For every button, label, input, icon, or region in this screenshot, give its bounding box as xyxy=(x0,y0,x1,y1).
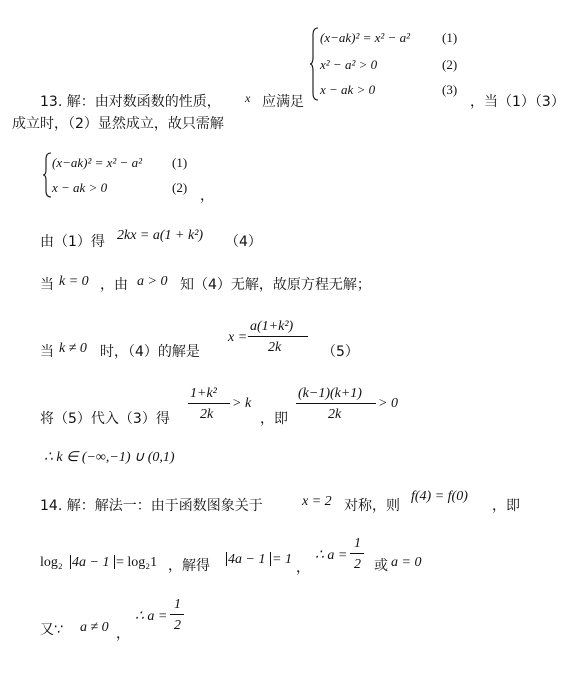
step2-when: 当 xyxy=(40,277,54,293)
p13-intro-when: ，当（1）（3） xyxy=(470,94,565,110)
p14-line2-comma: ， xyxy=(296,560,310,576)
system1-eq3: x − ak > 0 xyxy=(320,82,376,97)
p14-line2-eq-log: = log₂1 xyxy=(116,555,158,570)
system2-eq1: (x−ak)² = x² − a² xyxy=(52,155,142,170)
p14-line2-abs2: 4a − 1 xyxy=(228,552,266,567)
step4-fraction2-numerator: (k−1)(k+1) xyxy=(298,386,362,401)
p14-line1-symmetry-axis: x = 2 xyxy=(302,494,332,509)
p14-line2-fraction-bar xyxy=(350,553,364,554)
p14-line2-therefore: ∴ a = xyxy=(315,548,348,563)
step3-fraction-numerator: a(1+k²) xyxy=(250,319,294,334)
system1-eq3-number: (3) xyxy=(442,82,458,97)
step3-fraction-bar xyxy=(248,336,308,337)
step2-k-zero: k = 0 xyxy=(59,274,89,289)
p14-line2-fraction-denominator: 2 xyxy=(354,557,361,572)
step4-relation1: > k xyxy=(232,396,252,411)
system1-eq2: x² − a² > 0 xyxy=(320,57,378,72)
p14-line2-a-zero: a = 0 xyxy=(391,555,422,570)
p14-line3-fraction-bar xyxy=(170,614,184,615)
step3-when: 当 xyxy=(40,344,54,360)
p14-line2-abs1: 4a − 1 xyxy=(72,555,110,570)
system2-eq2: x − ak > 0 xyxy=(52,180,108,195)
p14-line3-fraction-denominator: 2 xyxy=(174,618,181,633)
step2-a-positive: a > 0 xyxy=(137,274,168,289)
step1-equation: 2kx = a(1 + k²) xyxy=(117,228,204,243)
step3-k-nonzero: k ≠ 0 xyxy=(59,341,87,356)
p13-intro-condition: 应满足 xyxy=(262,94,304,110)
p14-line1-function-equality: f(4) = f(0) xyxy=(411,489,468,504)
step3-x-equals: x = xyxy=(228,330,248,345)
p14-line3-comma: ， xyxy=(116,626,130,642)
step3-text: 时，（4）的解是 xyxy=(100,344,200,360)
p14-line1-intro: 14. 解：解法一：由于函数图象关于 xyxy=(40,498,263,514)
step1-text: 由（1）得 xyxy=(40,234,105,250)
system2-eq1-number: (1) xyxy=(172,155,188,170)
step4-namely: ，即 xyxy=(260,411,288,427)
p13-intro: 13. 解：由对数函数的性质， xyxy=(40,94,221,110)
system1-eq2-number: (2) xyxy=(442,57,458,72)
p13-line2: 成立时，（2）显然成立，故只需解 xyxy=(12,116,224,132)
system2-tail: ， xyxy=(200,188,214,204)
step2-conclusion: 知（4）无解，故原方程无解； xyxy=(180,277,371,293)
abs-bar-left-2 xyxy=(226,552,227,566)
p14-line2-log1: log₂ xyxy=(40,555,63,570)
step4-fraction1-numerator: 1+k² xyxy=(190,386,217,401)
step4-fraction1-bar xyxy=(188,403,230,404)
abs-bar-right-2 xyxy=(270,552,271,566)
p14-line1-symmetric: 对称，则 xyxy=(344,498,400,514)
p14-line3-a-nonzero: a ≠ 0 xyxy=(80,620,109,635)
step4-relation2: > 0 xyxy=(378,396,398,411)
step3-fraction-denominator: 2k xyxy=(268,340,282,355)
p13-result: ∴ k ∈ (−∞,−1) ∪ (0,1) xyxy=(44,450,175,465)
step4-text: 将（5）代入（3）得 xyxy=(40,411,170,427)
p14-line2-solve: ，解得 xyxy=(168,558,210,574)
p14-line3-since: 又∵ xyxy=(40,622,63,638)
left-brace-1 xyxy=(309,27,319,105)
p14-line2-eq-one: = 1 xyxy=(272,552,292,567)
system1-eq1: (x−ak)² = x² − a² xyxy=(320,30,410,45)
abs-bar-left-1 xyxy=(70,555,71,569)
left-brace-2 xyxy=(42,152,52,202)
system2-eq2-number: (2) xyxy=(172,180,188,195)
step4-fraction1-denominator: 2k xyxy=(200,407,214,422)
p14-line1-namely: ，即 xyxy=(492,498,520,514)
step1-number: （4） xyxy=(225,234,262,250)
step3-number: （5） xyxy=(322,344,359,360)
abs-bar-right-1 xyxy=(114,555,115,569)
p14-line2-or: 或 xyxy=(374,558,388,574)
step2-by: ，由 xyxy=(100,277,128,293)
p14-line3-fraction-numerator: 1 xyxy=(174,597,181,612)
step4-fraction2-bar xyxy=(296,403,376,404)
system1-eq1-number: (1) xyxy=(442,30,458,45)
p13-intro-x: x xyxy=(245,91,251,105)
p14-line3-therefore: ∴ a = xyxy=(135,609,168,624)
step4-fraction2-denominator: 2k xyxy=(328,407,342,422)
p14-line2-fraction-numerator: 1 xyxy=(354,536,361,551)
